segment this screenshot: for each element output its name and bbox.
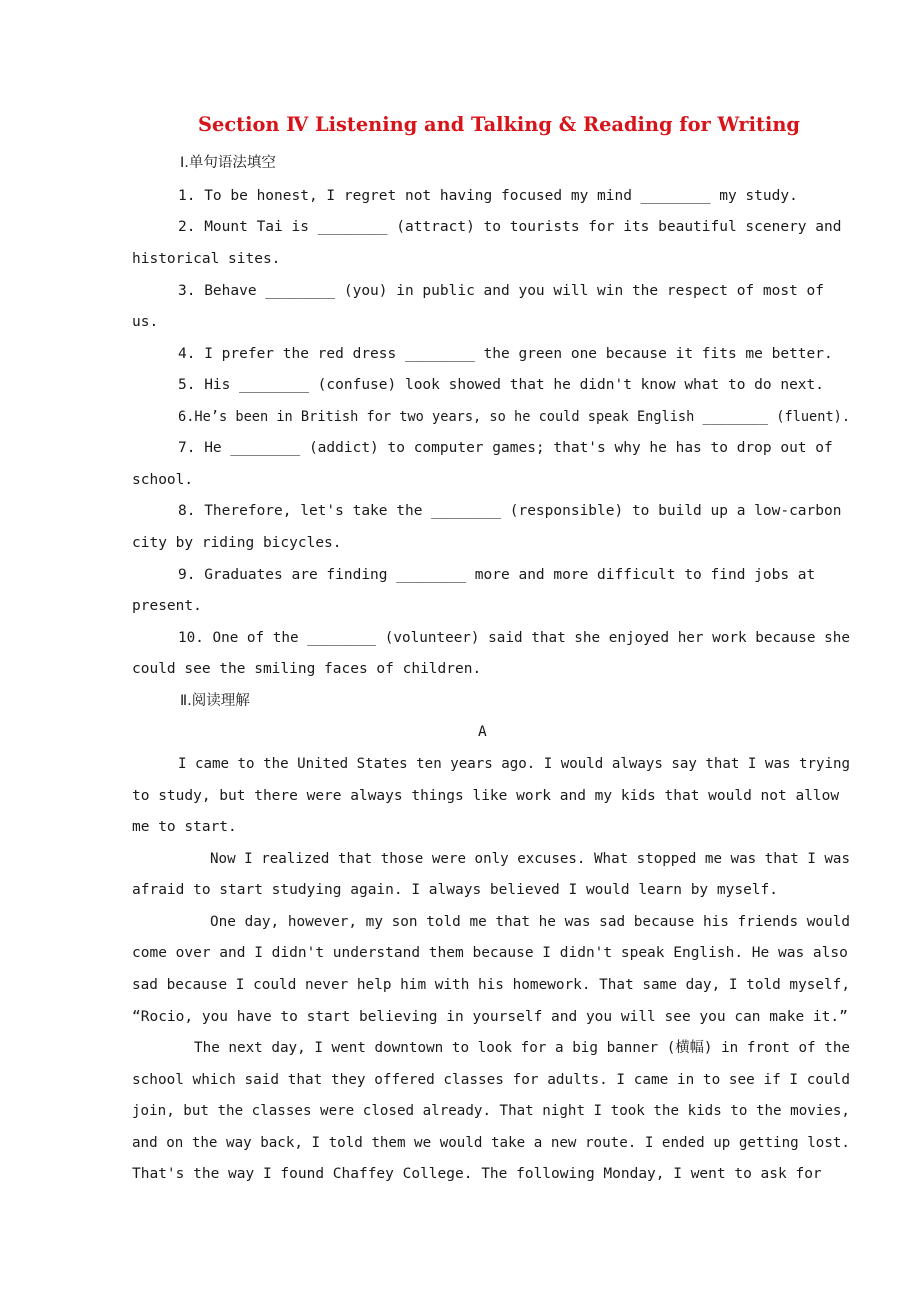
passage-line: school which said that they offered classes for adults. I came in to see if I could	[132, 1072, 850, 1088]
question-line: present.	[132, 598, 202, 614]
passage-line: I came to the United States ten years ago. I would always say that I was trying	[178, 756, 851, 772]
passage-line: come over and I didn't understand them because I didn't speak English. He was also	[132, 945, 848, 961]
passage-line: “Rocio, you have to start believing in yourself and you will see you can make it.”	[132, 1009, 848, 1025]
passage-line: That's the way I found Chaffey College. The following Monday, I went to ask for	[132, 1166, 822, 1182]
question-line: 9. Graduates are finding ________ more and more difficult to find jobs at	[178, 567, 816, 583]
section-heading-reading: Ⅱ.阅读理解	[180, 693, 250, 709]
question-line: 5. His ________ (confuse) look showed that he didn't know what to do next.	[178, 377, 825, 393]
passage-line: to study, but there were always things like work and my kids that would not allow	[132, 788, 840, 804]
question-line: historical sites.	[132, 251, 281, 267]
passage-line: join, but the classes were closed already. That night I took the kids to the movies,	[132, 1103, 850, 1119]
question-line: 7. He ________ (addict) to computer games; that's why he has to drop out of	[178, 440, 833, 456]
passage-line: and on the way back, I told them we would take a new route. I ended up getting lost.	[132, 1135, 850, 1151]
question-line: city by riding bicycles.	[132, 535, 342, 551]
passage-line: me to start.	[132, 819, 237, 835]
passage-line: Now I realized that those were only excuses. What stopped me was that I was	[210, 851, 851, 867]
question-line: us.	[132, 314, 159, 330]
question-line: 4. I prefer the red dress ________ the green one because it fits me better.	[178, 346, 833, 362]
passage-line: The next day, I went downtown to look for a big banner (横幅) in front of the	[194, 1040, 851, 1056]
page-title: Section Ⅳ Listening and Talking & Reading for Writing	[198, 113, 800, 136]
passage-line: afraid to start studying again. I always believed I would learn by myself.	[132, 882, 779, 898]
question-line: 1. To be honest, I regret not having focused my mind ________ my study.	[178, 188, 798, 204]
question-line: could see the smiling faces of children.	[132, 661, 482, 677]
passage-line: One day, however, my son told me that he was sad because his friends would	[210, 914, 851, 930]
passage-line: sad because I could never help him with his homework. That same day, I told myself,	[132, 977, 850, 993]
passage-label: A	[478, 724, 487, 740]
question-line: 10. One of the ________ (volunteer) said that she enjoyed her work because she	[178, 630, 851, 646]
section-heading-grammar: Ⅰ.单句语法填空	[180, 155, 276, 171]
question-line: 3. Behave ________ (you) in public and you will win the respect of most of	[178, 283, 825, 299]
question-line: 6.He’s been in British for two years, so he could speak English ________ (fluent).	[178, 409, 851, 425]
question-line: 8. Therefore, let's take the ________ (responsible) to build up a low-carbon	[178, 503, 842, 519]
question-line: 2. Mount Tai is ________ (attract) to tourists for its beautiful scenery and	[178, 219, 842, 235]
question-line: school.	[132, 472, 194, 488]
